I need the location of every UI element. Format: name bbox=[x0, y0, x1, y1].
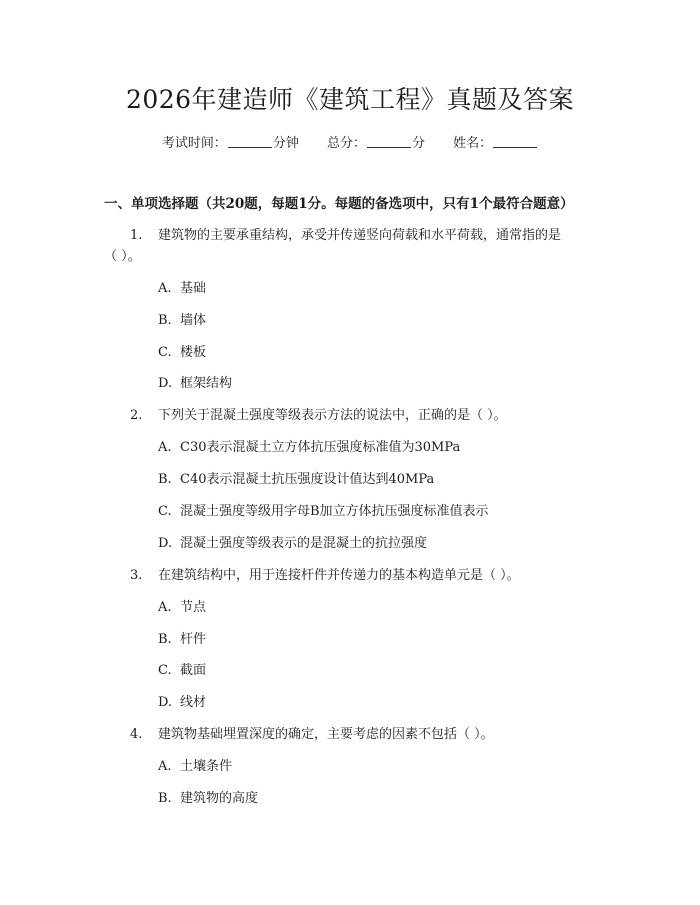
total-score-label: 总分： bbox=[326, 136, 366, 151]
exam-time-label: 考试时间： bbox=[161, 136, 227, 151]
question-number: 2. bbox=[130, 408, 143, 423]
question-1-option-c: C. 楼板 bbox=[158, 345, 207, 360]
question-2-option-b: B. C40表示混凝土抗压强度设计值达到40MPa bbox=[158, 472, 435, 487]
question-1-option-d: D. 框架结构 bbox=[158, 376, 233, 391]
exam-time-unit: 分钟 bbox=[272, 136, 299, 151]
question-number: 4. bbox=[130, 727, 143, 742]
question-2-option-a: A. C30表示混凝土立方体抗压强度标准值为30MPa bbox=[158, 440, 461, 455]
total-score-unit: 分 bbox=[412, 136, 426, 151]
question-text: 建筑物的主要承重结构，承受并传递竖向荷载和水平荷载，通常指的是 bbox=[158, 228, 562, 243]
exam-meta-line bbox=[0, 132, 700, 151]
question-4-stem bbox=[130, 723, 494, 742]
name-label: 姓名： bbox=[453, 136, 493, 151]
question-3-option-d: D. 线材 bbox=[158, 695, 207, 710]
section-heading: 一、单项选择题（共20题，每题1分。每题的备选项中，只有1个最符合题意） bbox=[104, 196, 574, 212]
question-3-option-c: C. 截面 bbox=[158, 663, 207, 678]
question-text: 建筑物基础埋置深度的确定，主要考虑的因素不包括（ ）。 bbox=[158, 727, 494, 742]
question-1-option-b: B. 墙体 bbox=[158, 313, 207, 328]
question-4-option-b: B. 建筑物的高度 bbox=[158, 791, 259, 806]
document-title: 2026年建造师《建筑工程》真题及答案 bbox=[125, 85, 575, 114]
exam-time-field bbox=[162, 132, 299, 151]
question-number: 3. bbox=[130, 568, 143, 583]
question-3-option-a: A. 节点 bbox=[158, 600, 207, 615]
question-1-stem-continued: （ ）。 bbox=[104, 249, 141, 264]
total-score-blank bbox=[367, 135, 411, 148]
question-text: 下列关于混凝土强度等级表示方法的说法中，正确的是（ ）。 bbox=[158, 408, 507, 423]
question-3-stem bbox=[130, 564, 520, 583]
name-field bbox=[453, 132, 538, 151]
question-3-option-b: B. 杆件 bbox=[158, 632, 207, 647]
question-2-option-c: C. 混凝土强度等级用字母B加立方体抗压强度标准值表示 bbox=[158, 504, 489, 519]
name-blank bbox=[493, 135, 537, 148]
question-text: 在建筑结构中，用于连接杆件并传递力的基本构造单元是（ ）。 bbox=[158, 568, 520, 583]
question-2-stem bbox=[130, 404, 507, 423]
question-1-option-a: A. 基础 bbox=[158, 281, 207, 296]
total-score-field bbox=[327, 132, 425, 151]
question-2-option-d: D. 混凝土强度等级表示的是混凝土的抗拉强度 bbox=[158, 536, 428, 551]
question-1-stem bbox=[130, 224, 561, 243]
question-number: 1. bbox=[130, 228, 143, 243]
question-4-option-a: A. 土壤条件 bbox=[158, 759, 233, 774]
exam-time-blank bbox=[228, 135, 272, 148]
